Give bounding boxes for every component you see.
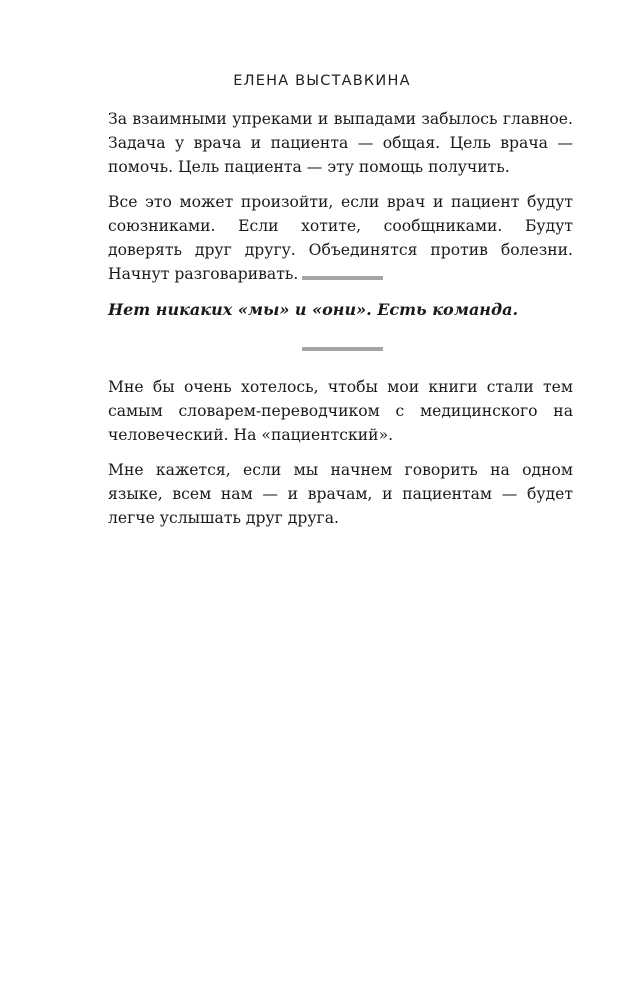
paragraph: Мне кажется, если мы начнем говорить на одном языке, всем нам — и врачам, и пациентам — будет легче услышать друг друга. xyxy=(108,461,573,527)
running-header-author: ЕЛЕНА ВЫСТАВКИНА xyxy=(233,73,411,89)
text-block-top xyxy=(108,107,573,297)
paragraph: Все это может произойти, если врач и пациент будут союзниками. Если хотите, сообщниками. Будут доверять друг другу. Объединятся против болезни. Начнут разговаривать. xyxy=(108,193,573,283)
section-divider-bottom xyxy=(302,347,383,351)
emphasis-quote: Нет никаких «мы» и «они». Есть команда. xyxy=(108,300,519,319)
section-divider-top xyxy=(302,276,383,280)
paragraph: За взаимными упреками и выпадами забылось главное. Задача у врача и пациента — общая. Цель врача — помочь. Цель пациента — эту помощь получить. xyxy=(108,110,573,176)
text-block-bottom xyxy=(108,375,573,541)
paragraph: Мне бы очень хотелось, чтобы мои книги стали тем самым словарем-переводчиком с медицинского на человеческий. На «пациентский». xyxy=(108,378,573,444)
